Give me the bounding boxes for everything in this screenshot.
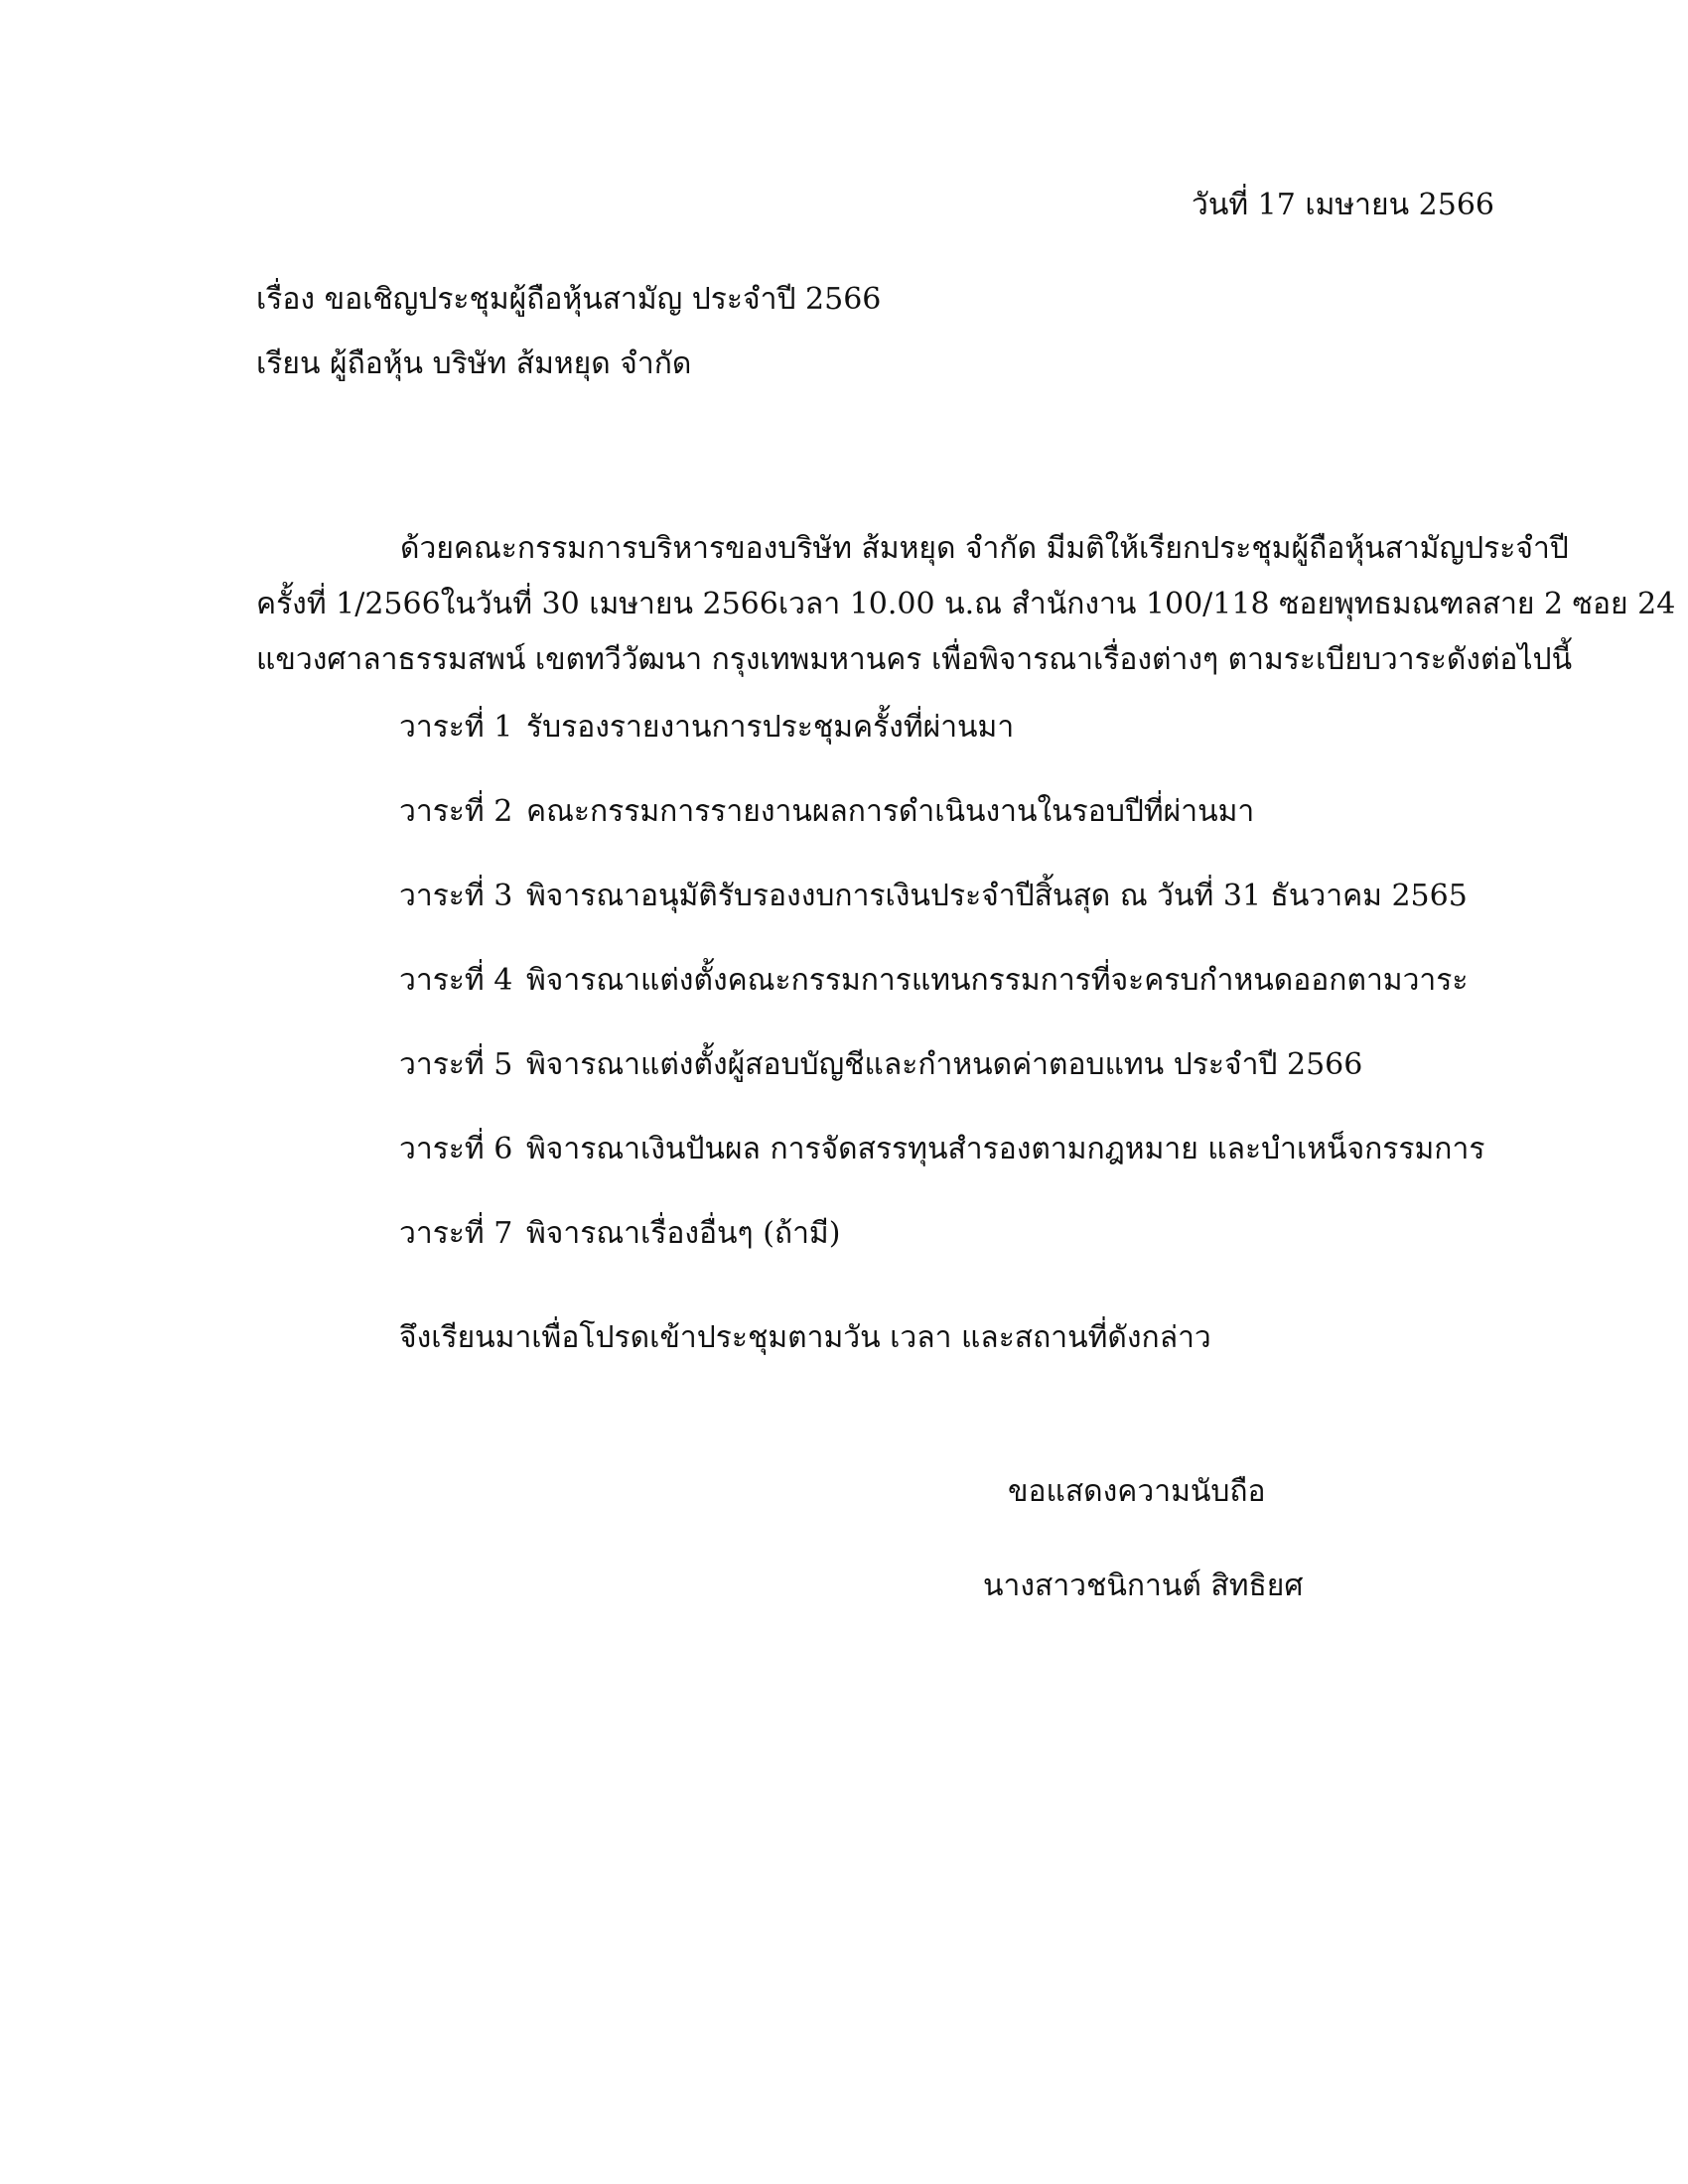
agenda-text: พิจารณาแต่งตั้งผู้สอบบัญชีและกำหนดค่าตอบแทน ประจำปี 2566 <box>526 1047 1363 1082</box>
letter-subject: เรื่อง ขอเชิญประชุมผู้ถือหุ้นสามัญ ประจำปี 2566 <box>256 282 882 317</box>
agenda-text: พิจารณาอนุมัติรับรองงบการเงินประจำปีสิ้นสุด ณ วันที่ 31 ธันวาคม 2565 <box>526 879 1468 913</box>
agenda-number: วาระที่ 1 <box>399 710 513 745</box>
agenda-number: วาระที่ 6 <box>399 1132 513 1166</box>
agenda-number: วาระที่ 2 <box>399 794 513 829</box>
agenda-item <box>399 1130 1491 1214</box>
agenda-text: คณะกรรมการรายงานผลการดำเนินงานในรอบปีที่ผ่านมา <box>526 794 1255 829</box>
letter-body-paragraph <box>256 521 1676 688</box>
agenda-text: พิจารณาเงินปันผล การจัดสรรทุนสำรองตามกฎหมาย และบำเหน็จกรรมการ <box>526 1132 1485 1166</box>
meeting-agenda-list <box>399 708 1491 1298</box>
agenda-number: วาระที่ 5 <box>399 1047 513 1082</box>
agenda-item <box>399 708 1491 792</box>
agenda-item <box>399 792 1491 877</box>
agenda-item <box>399 1214 1491 1298</box>
letter-regards: ขอแสดงความนับถือ <box>1008 1474 1266 1509</box>
agenda-text: พิจารณาเรื่องอื่นๆ (ถ้ามี) <box>526 1216 841 1251</box>
agenda-text: รับรองรายงานการประชุมครั้งที่ผ่านมา <box>526 710 1015 745</box>
letter-signer-name: นางสาวชนิกานต์ สิทธิยศ <box>983 1569 1304 1603</box>
agenda-number: วาระที่ 4 <box>399 963 513 998</box>
letter-closing-sentence: จึงเรียนมาเพื่อโปรดเข้าประชุมตามวัน เวลา และสถานที่ดังกล่าว <box>399 1320 1211 1355</box>
letter-date: วันที่ 17 เมษายน 2566 <box>1192 188 1494 222</box>
agenda-item <box>399 961 1491 1045</box>
agenda-text: พิจารณาแต่งตั้งคณะกรรมการแทนกรรมการที่จะครบกำหนดออกตามวาระ <box>526 963 1469 998</box>
agenda-item <box>399 1045 1491 1130</box>
agenda-item <box>399 877 1491 961</box>
agenda-number: วาระที่ 3 <box>399 879 513 913</box>
letter-body-line: ด้วยคณะกรรมการบริหารของบริษัท ส้มหยุด จำกัด มีมติให้เรียกประชุมผู้ถือหุ้นสามัญประจำปี <box>400 531 1569 566</box>
letter-recipient: เรียน ผู้ถือหุ้น บริษัท ส้มหยุด จำกัด <box>256 346 692 381</box>
agenda-number: วาระที่ 7 <box>399 1216 513 1251</box>
letter-body-line: ครั้งที่ 1/2566ในวันที่ 30 เมษายน 2566เวลา 10.00 น.ณ สำนักงาน 100/118 ซอยพุทธมณฑลสาย 2 ซอย 24 <box>256 587 1676 621</box>
letter-body-line: แขวงศาลาธรรมสพน์ เขตทวีวัฒนา กรุงเทพมหานคร เพื่อพิจารณาเรื่องต่างๆ ตามระเบียบวาระดังต่อไปนี้ <box>256 642 1573 677</box>
